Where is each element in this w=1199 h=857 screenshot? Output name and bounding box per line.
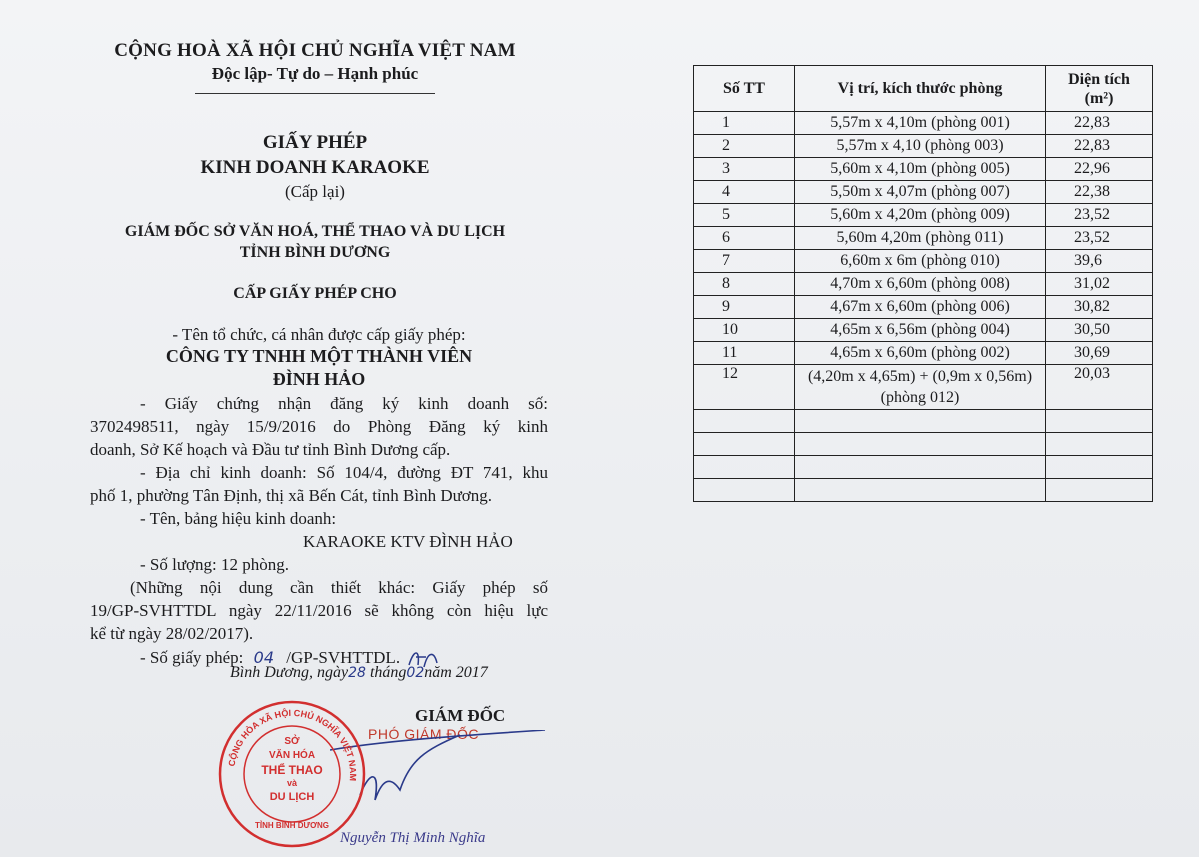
table-row bbox=[694, 135, 1153, 158]
room-size: 5,60m x 4,10m (phòng 005) bbox=[795, 158, 1046, 181]
seal-line-1: SỞ bbox=[284, 736, 300, 747]
room-area: 22,38 bbox=[1046, 181, 1153, 204]
row-number: 11 bbox=[694, 342, 795, 365]
holder-label: - Tên tổ chức, cá nhân được cấp giấy phép: bbox=[172, 325, 466, 344]
area-header-label: Diện tích bbox=[1068, 70, 1130, 88]
registration-issuer: doanh, Sở Kế hoạch và Đầu tư tỉnh Bình Dương cấp. bbox=[90, 440, 451, 459]
signature-title: GIÁM ĐỐC bbox=[415, 706, 506, 725]
room-size: 4,65m x 6,56m (phòng 004) bbox=[795, 319, 1046, 342]
room-area: 22,96 bbox=[1046, 158, 1153, 181]
room-size-line1: (4,20m x 4,65m) + (0,9m x 0,56m) bbox=[807, 368, 1033, 385]
room-size: 5,57m x 4,10m (phòng 001) bbox=[795, 112, 1046, 135]
col-header-no: Số TT bbox=[694, 66, 795, 112]
room-size: 5,57m x 4,10 (phòng 003) bbox=[795, 135, 1046, 158]
room-area: 23,52 bbox=[1046, 227, 1153, 250]
deputy-stamp: PHÓ GIÁM ĐỐC bbox=[368, 726, 480, 742]
seal-line-4: và bbox=[286, 778, 298, 788]
seal-bottom: TỈNH BÌNH DƯƠNG bbox=[255, 821, 329, 830]
room-area: 22,83 bbox=[1046, 135, 1153, 158]
room-area: 30,50 bbox=[1046, 319, 1153, 342]
registration-label: - Giấy chứng nhận đăng ký kinh doanh số: bbox=[140, 394, 548, 413]
room-count: - Số lượng: 12 phòng. bbox=[140, 555, 290, 574]
table-row bbox=[694, 158, 1153, 181]
room-size-line2: (phòng 012) bbox=[880, 389, 960, 406]
row-number: 12 bbox=[694, 365, 795, 410]
date-month-label: tháng bbox=[369, 664, 407, 681]
address-label: - Địa chỉ kinh doanh: Số 104/4, đường ĐT 741, khu bbox=[140, 463, 548, 482]
room-area: 23,52 bbox=[1046, 204, 1153, 227]
table-row bbox=[694, 227, 1153, 250]
grant-heading: CẤP GIẤY PHÉP CHO bbox=[233, 285, 397, 302]
row-number: 1 bbox=[694, 112, 795, 135]
company-name-2: ĐÌNH HẢO bbox=[272, 369, 366, 389]
date-year: năm 2017 bbox=[424, 664, 488, 681]
room-table bbox=[693, 65, 1153, 502]
room-size: 4,67m x 6,60m (phòng 006) bbox=[795, 296, 1046, 319]
table-row bbox=[694, 250, 1153, 273]
room-area: 39,6 bbox=[1046, 250, 1153, 273]
room-size: 4,65m x 6,60m (phòng 002) bbox=[795, 342, 1046, 365]
room-size bbox=[795, 365, 1046, 410]
registration-details: 3702498511, ngày 15/9/2016 do Phòng Đăng ký kinh bbox=[90, 417, 548, 436]
row-number: 2 bbox=[694, 135, 795, 158]
permit-number-handwritten: 04 bbox=[253, 648, 275, 667]
place-date bbox=[230, 664, 488, 682]
table-row-empty bbox=[694, 433, 1153, 456]
business-sign-name: KARAOKE KTV ĐÌNH HẢO bbox=[303, 532, 513, 551]
date-day: 28 bbox=[348, 665, 366, 681]
permit-number-label: - Số giấy phép: bbox=[140, 648, 244, 667]
table-row-empty bbox=[694, 479, 1153, 502]
reissue-note: (Cấp lại) bbox=[285, 182, 345, 201]
seal-line-2: VĂN HÓA bbox=[268, 750, 316, 761]
permit-number-suffix: /GP-SVHTTDL. bbox=[286, 648, 401, 667]
room-size: 6,60m x 6m (phòng 010) bbox=[795, 250, 1046, 273]
room-size: 5,50m x 4,07m (phòng 007) bbox=[795, 181, 1046, 204]
room-area: 20,03 bbox=[1046, 365, 1153, 410]
table-row bbox=[694, 112, 1153, 135]
room-size: 4,70m x 6,60m (phòng 008) bbox=[795, 273, 1046, 296]
seal-line-5: DU LỊCH bbox=[269, 791, 315, 803]
room-area: 30,69 bbox=[1046, 342, 1153, 365]
room-size: 5,60m 4,20m (phòng 011) bbox=[795, 227, 1046, 250]
signer-name: Nguyễn Thị Minh Nghĩa bbox=[340, 830, 486, 846]
other-notes-3: kể từ ngày 28/02/2017). bbox=[90, 624, 254, 643]
national-title: CỘNG HOÀ XÃ HỘI CHỦ NGHĨA VIỆT NAM bbox=[114, 40, 516, 61]
room-area: 30,82 bbox=[1046, 296, 1153, 319]
row-number: 5 bbox=[694, 204, 795, 227]
official-seal bbox=[218, 700, 366, 848]
table-row bbox=[694, 319, 1153, 342]
table-row bbox=[694, 204, 1153, 227]
area-header-unit: (m²) bbox=[1084, 89, 1114, 107]
table-row bbox=[694, 273, 1153, 296]
room-area: 22,83 bbox=[1046, 112, 1153, 135]
row-number: 10 bbox=[694, 319, 795, 342]
room-area: 31,02 bbox=[1046, 273, 1153, 296]
row-number: 3 bbox=[694, 158, 795, 181]
issuing-province: TỈNH BÌNH DƯƠNG bbox=[239, 244, 391, 261]
seal-line-3: THỂ THAO bbox=[261, 763, 323, 777]
row-number: 7 bbox=[694, 250, 795, 273]
table-row bbox=[694, 365, 1153, 410]
row-number: 6 bbox=[694, 227, 795, 250]
seal-ring-text: CỘNG HÒA XÃ HỘI CHỦ NGHĨA VIỆT NAM bbox=[226, 707, 359, 782]
document-subtitle: KINH DOANH KARAOKE bbox=[200, 157, 430, 178]
other-notes-2: 19/GP-SVHTTDL ngày 22/11/2016 sẽ không còn hiệu lực bbox=[90, 601, 548, 620]
room-size: 5,60m x 4,20m (phòng 009) bbox=[795, 204, 1046, 227]
col-header-room: Vị trí, kích thước phòng bbox=[795, 66, 1046, 112]
row-number: 4 bbox=[694, 181, 795, 204]
issuing-authority: GIÁM ĐỐC SỞ VĂN HOÁ, THỂ THAO VÀ DU LỊCH bbox=[124, 223, 506, 240]
table-row bbox=[694, 296, 1153, 319]
sign-label: - Tên, bảng hiệu kinh doanh: bbox=[140, 509, 337, 528]
col-header-area bbox=[1046, 66, 1153, 112]
row-number: 9 bbox=[694, 296, 795, 319]
other-notes: (Những nội dung cần thiết khác: Giấy phép số bbox=[130, 578, 548, 597]
row-number: 8 bbox=[694, 273, 795, 296]
document-title: GIẤY PHÉP bbox=[262, 132, 368, 153]
national-motto: Độc lập- Tự do – Hạnh phúc bbox=[211, 64, 419, 83]
table-header-row bbox=[694, 66, 1153, 112]
table-row-empty bbox=[694, 410, 1153, 433]
table-row bbox=[694, 181, 1153, 204]
date-month: 02 bbox=[406, 665, 425, 681]
motto-underline bbox=[195, 93, 435, 94]
table-row bbox=[694, 342, 1153, 365]
company-name: CÔNG TY TNHH MỘT THÀNH VIÊN bbox=[165, 346, 473, 366]
address-details: phố 1, phường Tân Định, thị xã Bến Cát, tỉnh Bình Dương. bbox=[90, 486, 493, 505]
table-row-empty bbox=[694, 456, 1153, 479]
place-date-prefix: Bình Dương, ngày bbox=[230, 664, 349, 681]
